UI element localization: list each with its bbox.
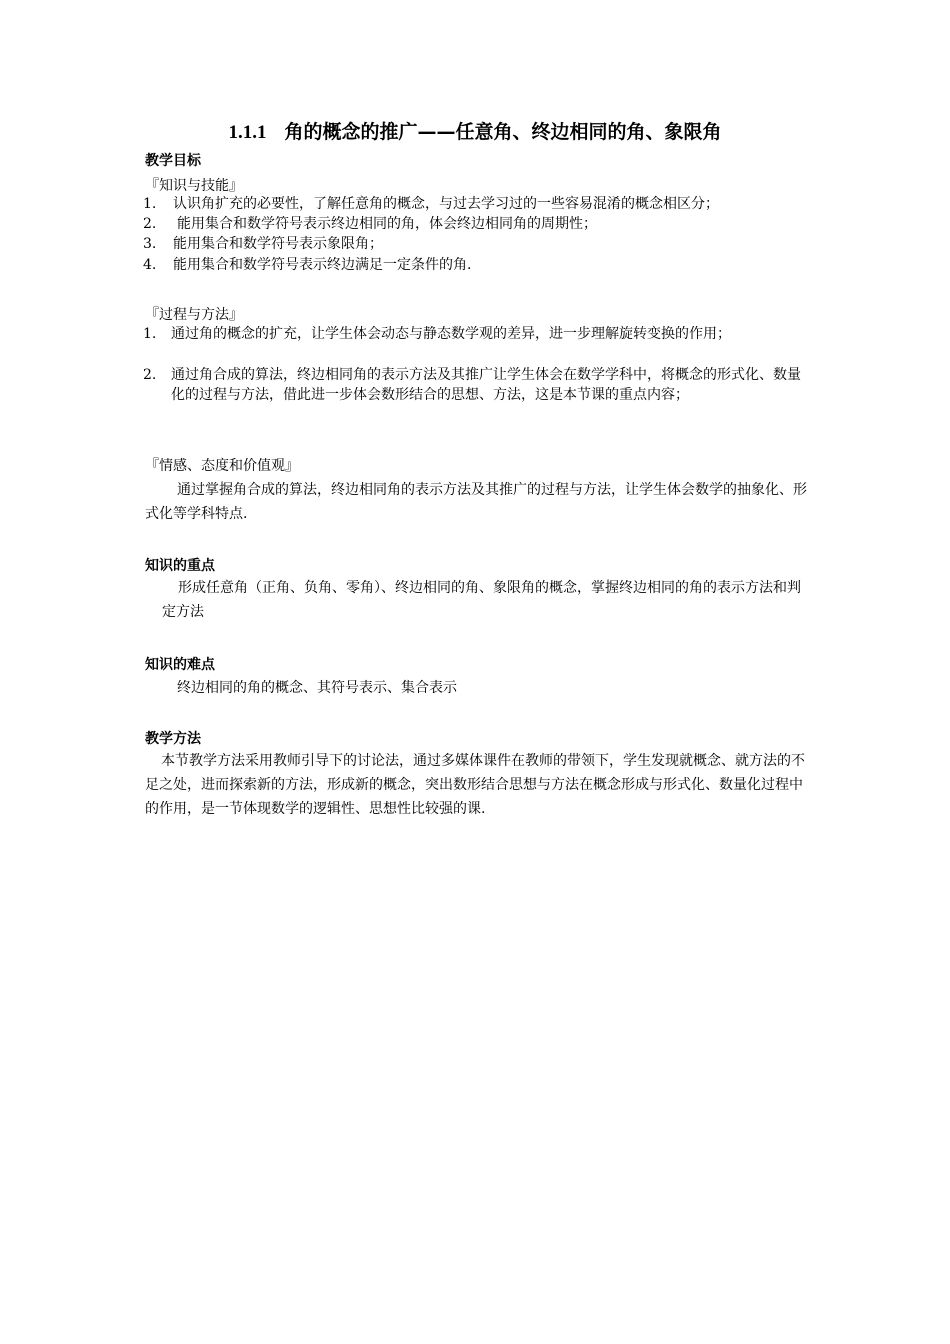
knowledge-item: 2. 能用集合和数学符号表示终边相同的角，体会终边相同角的周期性； [143, 216, 597, 232]
teaching-method-paragraph: 本节教学方法采用教师引导下的讨论法，通过多媒体课件在教师的带领下，学生发现就概念、就方法的不足之处，进而探索新的方法，形成新的概念，突出数形结合思想与方法在概念形成与形式化、数量化过程中的作用，是一节体现数学的逻辑性、思想性比较强的课. [145, 753, 805, 817]
knowledge-skills-label: 『知识与技能』 [145, 178, 243, 194]
knowledge-item: 1. 认识角扩充的必要性，了解任意角的概念，与过去学习过的一些容易混淆的概念相区分； [143, 196, 719, 212]
difficulties-paragraph: 终边相同的角的概念、其符号表示、集合表示 [177, 680, 457, 696]
key-points-heading: 知识的重点 [145, 558, 215, 574]
knowledge-item: 4. 能用集合和数学符号表示终边满足一定条件的角. [143, 257, 472, 273]
document-title [0, 117, 950, 144]
difficulties-heading: 知识的难点 [145, 657, 215, 673]
knowledge-item: 3. 能用集合和数学符号表示象限角； [143, 236, 383, 252]
key-points-paragraph: 形成任意角（正角、负角、零角）、终边相同的角、象限角的概念，掌握终边相同的角的表示方法和判定方法 [162, 580, 801, 620]
teaching-goals-heading: 教学目标 [145, 153, 201, 169]
process-item: 2. 通过角合成的算法，终边相同角的表示方法及其推广让学生体会在数学学科中，将概念的形式化、数量化的过程与方法，借此进一步体会数形结合的思想、方法，这是本节课的重点内容； [143, 367, 801, 403]
process-methods-label: 『过程与方法』 [145, 307, 243, 323]
title-text: 角的概念的推广——任意角、终边相同的角、象限角 [284, 121, 722, 143]
section-number: 1.1.1 [228, 122, 267, 143]
emotion-paragraph: 通过掌握角合成的算法，终边相同角的表示方法及其推广的过程与方法，让学生体会数学的抽象化、形式化等学科特点. [145, 482, 807, 522]
emotion-attitude-label: 『情感、态度和价值观』 [145, 458, 299, 474]
process-item: 1. 通过角的概念的扩充，让学生体会动态与静态数学观的差异，进一步理解旋转变换的作用； [143, 326, 731, 342]
teaching-method-heading: 教学方法 [145, 731, 201, 747]
